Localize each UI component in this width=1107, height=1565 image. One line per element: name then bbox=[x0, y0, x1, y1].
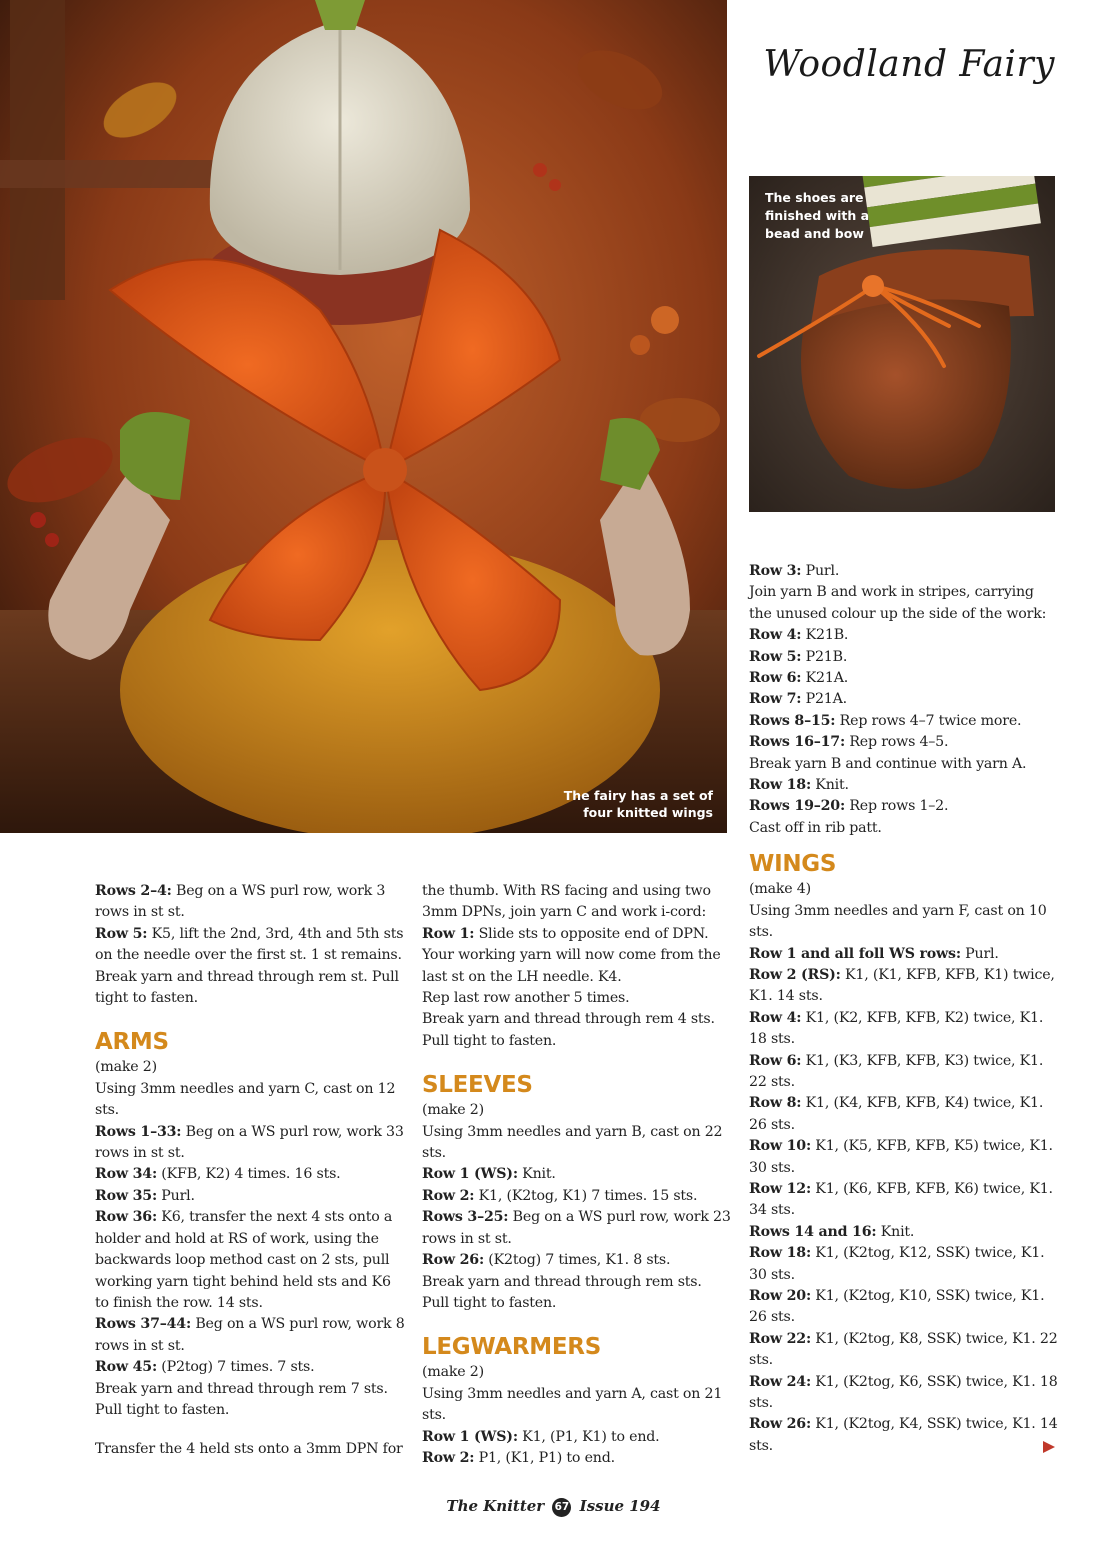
instruction-text: Beg on a WS purl row, work 23 rows in st st. bbox=[422, 1209, 731, 1247]
instruction-text: Break yarn B and continue with yarn A. bbox=[749, 755, 1027, 772]
instruction-line bbox=[749, 625, 1059, 646]
instruction-line bbox=[749, 1329, 1059, 1372]
instruction-text: Using 3mm needles and yarn F, cast on 10 sts. bbox=[749, 902, 1047, 941]
instruction-line bbox=[95, 1357, 405, 1378]
instruction-text: Rep rows 4–5. bbox=[845, 734, 949, 751]
row-label: Row 20: bbox=[749, 1288, 811, 1304]
row-label: Row 5: bbox=[749, 648, 802, 665]
instruction-line bbox=[95, 1379, 405, 1422]
instruction-text: Using 3mm needles and yarn C, cast on 12 sts. bbox=[95, 1080, 396, 1119]
instruction-text: K1, (K2tog, K1) 7 times. 15 sts. bbox=[474, 1187, 698, 1204]
page-number: 67 bbox=[552, 1498, 571, 1517]
instruction-line bbox=[422, 988, 732, 1009]
instruction-text: Break yarn and thread through rem sts. Pull tight to fasten. bbox=[422, 1273, 702, 1311]
row-label: Row 35: bbox=[95, 1187, 157, 1204]
instruction-line bbox=[749, 754, 1059, 775]
instructions-column-3 bbox=[749, 561, 1059, 1457]
instruction-text: Break yarn and thread through rem 7 sts. Pull tight to fasten. bbox=[95, 1380, 388, 1418]
row-label: Rows 3–25: bbox=[422, 1209, 509, 1226]
instruction-line bbox=[422, 1362, 732, 1383]
instruction-text: K1, (K1, KFB, KFB, K1) twice, K1. 14 sts. bbox=[749, 966, 1055, 1005]
row-label: Row 8: bbox=[749, 1095, 802, 1112]
instruction-line bbox=[749, 732, 1059, 753]
instruction-line bbox=[422, 1250, 732, 1271]
row-label: Row 36: bbox=[95, 1209, 157, 1226]
row-label: Row 6: bbox=[749, 1052, 802, 1069]
instruction-line bbox=[95, 1164, 405, 1185]
instruction-line bbox=[749, 1414, 1059, 1457]
instruction-text: K1, (K2tog, K6, SSK) twice, K1. 18 sts. bbox=[749, 1373, 1058, 1412]
main-photo-caption: The fairy has a set of four knitted wings bbox=[563, 788, 713, 820]
instruction-line bbox=[749, 668, 1059, 689]
issue-number: Issue 194 bbox=[579, 1497, 661, 1515]
instruction-line bbox=[749, 796, 1059, 817]
instruction-text: Slide sts to opposite end of DPN. Your working yarn will now come from the last st on the LH needle. K4. bbox=[422, 925, 721, 985]
instruction-line bbox=[95, 1314, 405, 1357]
row-label: Row 1 (WS): bbox=[422, 1166, 518, 1183]
row-label: Row 1: bbox=[422, 925, 475, 942]
instruction-text: Rep last row another 5 times. bbox=[422, 990, 630, 1007]
instruction-line bbox=[749, 879, 1059, 900]
instruction-text: Beg on a WS purl row, work 8 rows in st st. bbox=[95, 1316, 405, 1354]
instruction-text: (make 2) bbox=[422, 1364, 484, 1381]
row-label: Rows 14 and 16: bbox=[749, 1223, 877, 1240]
page-footer bbox=[0, 1497, 1107, 1517]
instruction-line bbox=[95, 881, 405, 924]
magazine-name: The Knitter bbox=[446, 1497, 545, 1515]
instruction-line bbox=[422, 1272, 732, 1315]
row-label: Row 10: bbox=[749, 1138, 811, 1155]
instruction-text: Break yarn and thread through rem 4 sts. Pull tight to fasten. bbox=[422, 1011, 715, 1049]
instruction-text: K1, (K4, KFB, KFB, K4) twice, K1. 26 sts. bbox=[749, 1095, 1044, 1133]
shoe-photo-caption: The shoes are finished with a bead and bow bbox=[765, 190, 870, 241]
fairy-back-illustration bbox=[0, 0, 727, 833]
instruction-line bbox=[749, 1179, 1059, 1222]
row-label: Row 6: bbox=[749, 670, 802, 687]
instruction-line bbox=[422, 1164, 732, 1185]
instruction-line bbox=[95, 967, 405, 1010]
instruction-line bbox=[422, 1448, 732, 1469]
row-label: Row 34: bbox=[95, 1166, 157, 1183]
instruction-text: Using 3mm needles and yarn A, cast on 21 sts. bbox=[422, 1385, 723, 1424]
instruction-line bbox=[749, 965, 1059, 1008]
instruction-line bbox=[422, 1122, 732, 1165]
row-label: Rows 19–20: bbox=[749, 798, 846, 815]
instruction-line bbox=[95, 924, 405, 967]
instruction-text: Join yarn B and work in stripes, carrying the unused colour up the side of the work: bbox=[749, 584, 1047, 622]
instruction-text: (make 2) bbox=[95, 1059, 157, 1076]
instruction-text: (make 2) bbox=[422, 1102, 484, 1119]
instruction-line bbox=[95, 1079, 405, 1122]
instruction-text: P21A. bbox=[801, 691, 847, 708]
instruction-text: K1, (K2tog, K8, SSK) twice, K1. 22 sts. bbox=[749, 1330, 1058, 1369]
instruction-line bbox=[749, 901, 1059, 944]
instruction-text: Purl. bbox=[960, 945, 999, 962]
row-label: Row 18: bbox=[749, 1245, 811, 1262]
row-label: Row 26: bbox=[422, 1252, 484, 1269]
instruction-text: Purl. bbox=[801, 563, 840, 579]
instruction-text: K21A. bbox=[801, 670, 849, 687]
instruction-text: K1, (K2tog, K12, SSK) twice, K1. 30 sts. bbox=[749, 1245, 1045, 1283]
instruction-text: Cast off in rib patt. bbox=[749, 819, 882, 836]
instruction-line bbox=[749, 944, 1059, 965]
instruction-text: K1, (K2, KFB, KFB, K2) twice, K1. 18 sts. bbox=[749, 1009, 1044, 1048]
instruction-line bbox=[749, 1222, 1059, 1243]
instruction-text: K6, transfer the next 4 sts onto a holder and hold at RS of work, using the backwards loop method cast on 2 sts, pull working yarn tight behind held sts and K6 to finish the row. 14 sts. bbox=[95, 1209, 393, 1311]
instruction-text: (make 4) bbox=[749, 881, 811, 898]
section-heading: SLEEVES bbox=[422, 1072, 533, 1099]
row-label: Row 22: bbox=[749, 1330, 811, 1347]
shoe-photo bbox=[749, 176, 1055, 512]
section-heading: WINGS bbox=[749, 851, 837, 878]
instruction-text: Knit. bbox=[811, 777, 849, 794]
instruction-line bbox=[422, 1384, 732, 1427]
row-label: Row 1 (WS): bbox=[422, 1428, 518, 1445]
instruction-line bbox=[749, 582, 1059, 625]
instruction-line bbox=[422, 881, 732, 924]
instruction-line bbox=[749, 1051, 1059, 1094]
instruction-line bbox=[749, 1372, 1059, 1415]
instruction-text: K21B. bbox=[801, 627, 849, 644]
instruction-line bbox=[422, 1009, 732, 1052]
row-label: Row 2 (RS): bbox=[749, 966, 841, 983]
instruction-line bbox=[95, 1439, 405, 1460]
row-label: Row 26: bbox=[749, 1416, 811, 1433]
instruction-text: K5, lift the 2nd, 3rd, 4th and 5th sts on the needle over the first st. 1 st remains. bbox=[95, 925, 404, 964]
instruction-line bbox=[422, 1100, 732, 1121]
row-label: Rows 16–17: bbox=[749, 734, 846, 751]
instruction-text: Rep rows 4–7 twice more. bbox=[835, 712, 1022, 729]
row-label: Row 3: bbox=[749, 563, 802, 579]
instruction-text: (K2tog) 7 times, K1. 8 sts. bbox=[484, 1252, 671, 1269]
row-label: Row 12: bbox=[749, 1180, 811, 1197]
instruction-line bbox=[749, 1136, 1059, 1179]
instruction-line bbox=[422, 1427, 732, 1448]
row-label: Row 5: bbox=[95, 925, 148, 942]
row-label: Rows 8–15: bbox=[749, 712, 836, 729]
section-heading: ARMS bbox=[95, 1029, 169, 1056]
instruction-line bbox=[95, 1057, 405, 1078]
instruction-line bbox=[749, 647, 1059, 668]
instructions-column-2 bbox=[422, 881, 732, 1469]
instruction-line bbox=[749, 689, 1059, 710]
instruction-text: K1, (K5, KFB, KFB, K5) twice, K1. 30 sts. bbox=[749, 1138, 1053, 1176]
instruction-line bbox=[95, 1207, 405, 1314]
instruction-text: (P2tog) 7 times. 7 sts. bbox=[157, 1359, 315, 1376]
instruction-line bbox=[749, 818, 1059, 839]
instruction-text: the thumb. With RS facing and using two 3mm DPNs, join yarn C and work i-cord: bbox=[422, 883, 711, 921]
row-label: Row 2: bbox=[422, 1187, 475, 1204]
instruction-text: P1, (K1, P1) to end. bbox=[474, 1449, 615, 1466]
instruction-text: K1, (K2tog, K4, SSK) twice, K1. 14 sts. bbox=[749, 1416, 1058, 1454]
row-label: Row 2: bbox=[422, 1449, 475, 1466]
instruction-text: Knit. bbox=[876, 1223, 915, 1240]
instruction-line bbox=[422, 1186, 732, 1207]
instruction-line bbox=[95, 1122, 405, 1165]
row-label: Row 1 and all foll WS rows: bbox=[749, 945, 961, 962]
instruction-line bbox=[422, 1207, 732, 1250]
row-label: Rows 1–33: bbox=[95, 1123, 182, 1140]
row-label: Row 7: bbox=[749, 691, 802, 708]
instructions-column-1 bbox=[95, 881, 405, 1461]
instruction-line bbox=[749, 1008, 1059, 1051]
page-title: Woodland Fairy bbox=[763, 44, 1055, 85]
instruction-line bbox=[749, 561, 1059, 582]
instruction-text: K1, (K6, KFB, KFB, K6) twice, K1. 34 sts. bbox=[749, 1180, 1053, 1219]
row-label: Row 4: bbox=[749, 627, 802, 644]
row-label: Row 4: bbox=[749, 1009, 802, 1026]
instruction-text: Beg on a WS purl row, work 3 rows in st st. bbox=[95, 883, 386, 921]
continue-arrow-icon bbox=[1043, 1441, 1055, 1453]
row-label: Row 24: bbox=[749, 1373, 811, 1390]
instruction-text: Transfer the 4 held sts onto a 3mm DPN for bbox=[95, 1441, 403, 1458]
instruction-text: K1, (K2tog, K10, SSK) twice, K1. 26 sts. bbox=[749, 1288, 1045, 1326]
instruction-line bbox=[95, 1186, 405, 1207]
instruction-text: P21B. bbox=[801, 648, 848, 665]
row-label: Rows 37–44: bbox=[95, 1316, 192, 1333]
row-label: Row 45: bbox=[95, 1359, 157, 1376]
instruction-text: Rep rows 1–2. bbox=[845, 798, 949, 815]
instruction-text: K1, (K3, KFB, KFB, K3) twice, K1. 22 sts. bbox=[749, 1052, 1044, 1090]
instruction-text: Using 3mm needles and yarn B, cast on 22 sts. bbox=[422, 1123, 723, 1162]
instruction-line bbox=[749, 1243, 1059, 1286]
instruction-line bbox=[749, 1093, 1059, 1136]
instruction-text: (KFB, K2) 4 times. 16 sts. bbox=[157, 1166, 341, 1183]
instruction-text: Purl. bbox=[157, 1187, 195, 1204]
instruction-line bbox=[749, 1286, 1059, 1329]
row-label: Rows 2–4: bbox=[95, 883, 172, 899]
instruction-text: Break yarn and thread through rem st. Pull tight to fasten. bbox=[95, 968, 399, 1007]
instruction-text: Knit. bbox=[517, 1166, 556, 1183]
row-label: Row 18: bbox=[749, 777, 811, 794]
instruction-line bbox=[422, 924, 732, 988]
instruction-line bbox=[749, 711, 1059, 732]
instruction-text: K1, (P1, K1) to end. bbox=[517, 1428, 660, 1445]
main-photo bbox=[0, 0, 727, 833]
instruction-text: Beg on a WS purl row, work 33 rows in st st. bbox=[95, 1123, 404, 1162]
instruction-line bbox=[749, 775, 1059, 796]
section-heading: LEGWARMERS bbox=[422, 1334, 601, 1361]
